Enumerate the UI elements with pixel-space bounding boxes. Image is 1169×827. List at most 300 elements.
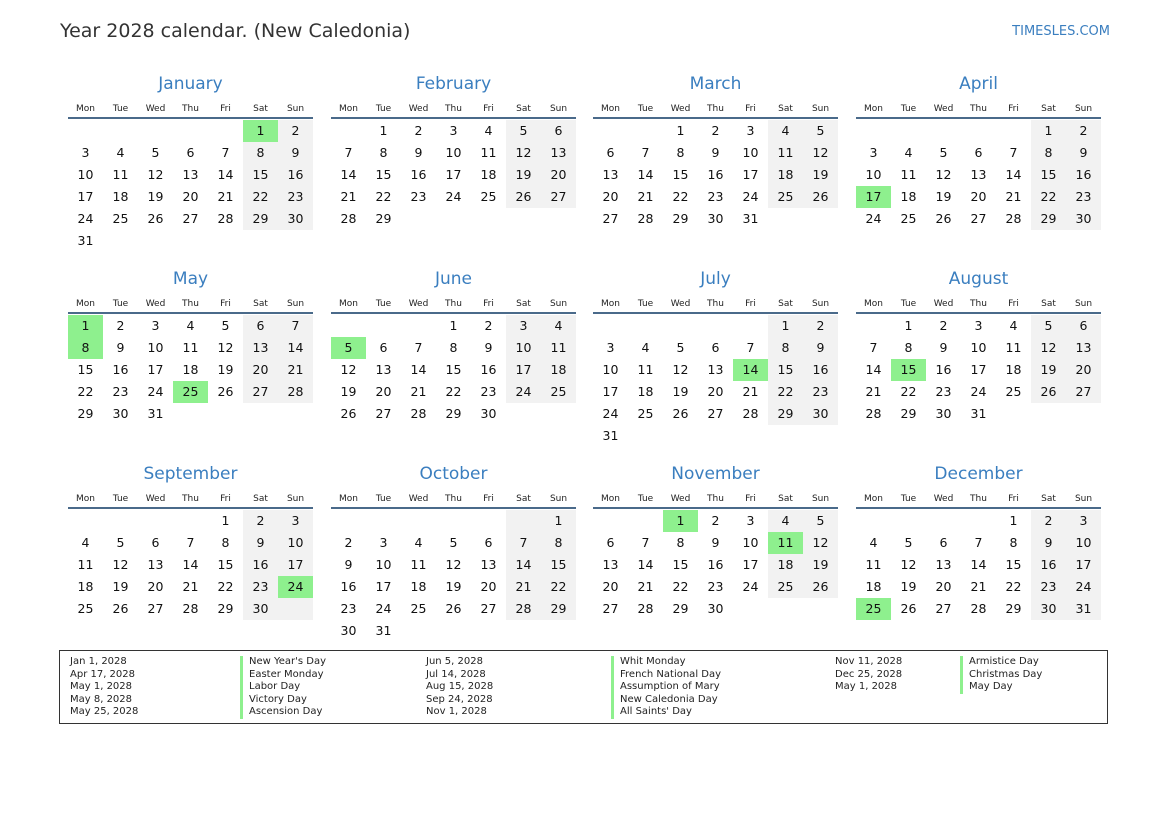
holiday-name: Whit Monday — [611, 656, 721, 669]
day-cell: 14 — [340, 167, 357, 182]
day-cell: 13 — [970, 167, 987, 182]
holiday-day-cell: 15 — [891, 359, 926, 381]
day-cell: 16 — [1031, 554, 1066, 576]
day-cell: 12 — [340, 362, 357, 377]
day-cell: 4 — [186, 318, 195, 333]
day-cell: 22 — [672, 189, 689, 204]
day-cell: 25 — [768, 576, 803, 598]
weekday-label: Tue — [637, 494, 654, 504]
day-cell: 15 — [1005, 557, 1022, 572]
month-name: July — [700, 269, 731, 289]
holiday-date: Jun 5, 2028 — [426, 656, 483, 667]
day-cell: 23 — [935, 384, 952, 399]
day-cell: 17 — [278, 554, 313, 576]
day-cell: 27 — [707, 406, 724, 421]
day-cell: 12 — [803, 532, 838, 554]
day-cell: 5 — [904, 535, 913, 550]
empty-cell — [278, 598, 313, 620]
holiday-day-cell: 25 — [856, 598, 891, 620]
day-cell: 20 — [147, 579, 164, 594]
day-cell: 13 — [602, 167, 619, 182]
day-cell: 25 — [410, 601, 427, 616]
day-cell: 18 — [541, 359, 576, 381]
day-cell: 18 — [480, 167, 497, 182]
day-cell: 4 — [484, 123, 493, 138]
day-cell: 1 — [541, 510, 576, 532]
day-cell: 29 — [768, 403, 803, 425]
weekday-label: Thu — [182, 494, 199, 504]
day-cell: 4 — [904, 145, 913, 160]
month-name: June — [434, 269, 473, 289]
weekday-label: Sat — [778, 299, 793, 309]
weekday-label: Sun — [811, 494, 830, 504]
month-april — [856, 72, 1101, 230]
day-cell: 6 — [606, 145, 615, 160]
day-cell: 27 — [602, 601, 619, 616]
day-cell: 25 — [637, 406, 654, 421]
weekday-label: Sat — [1041, 104, 1056, 114]
day-cell: 12 — [217, 340, 234, 355]
day-cell: 10 — [742, 145, 759, 160]
day-cell: 1 — [904, 318, 913, 333]
day-cell: 2 — [939, 318, 948, 333]
day-cell: 14 — [217, 167, 234, 182]
day-cell: 28 — [637, 601, 654, 616]
weekday-label: Wed — [145, 104, 166, 114]
empty-cell — [961, 120, 996, 142]
day-cell: 15 — [1031, 164, 1066, 186]
day-cell: 29 — [243, 208, 278, 230]
day-cell: 6 — [606, 535, 615, 550]
day-cell: 13 — [375, 362, 392, 377]
empty-cell — [628, 120, 663, 142]
day-cell: 30 — [707, 601, 724, 616]
day-cell: 19 — [340, 384, 357, 399]
day-cell: 30 — [340, 623, 357, 638]
weekday-label: Sun — [811, 299, 830, 309]
day-cell: 28 — [742, 406, 759, 421]
day-cell: 23 — [707, 189, 724, 204]
day-cell: 13 — [602, 557, 619, 572]
empty-cell — [68, 510, 103, 532]
day-cell: 21 — [278, 359, 313, 381]
month-march — [593, 72, 838, 230]
weekday-header — [856, 491, 1101, 509]
holiday-day-cell: 1 — [663, 510, 698, 532]
holiday-name: Ascension Day — [240, 706, 326, 719]
day-cell: 3 — [746, 123, 755, 138]
empty-cell — [173, 120, 208, 142]
day-cell: 4 — [641, 340, 650, 355]
day-cell: 16 — [278, 164, 313, 186]
weekday-label: Wed — [670, 104, 691, 114]
day-cell: 3 — [379, 535, 388, 550]
day-cell: 7 — [641, 535, 650, 550]
day-cell: 24 — [375, 601, 392, 616]
day-cell: 26 — [445, 601, 462, 616]
day-cell: 20 — [182, 189, 199, 204]
days-grid — [331, 315, 576, 425]
day-cell: 27 — [1066, 381, 1101, 403]
day-cell: 6 — [243, 315, 278, 337]
day-cell: 7 — [414, 340, 423, 355]
day-cell: 12 — [900, 557, 917, 572]
legend-names-column — [240, 656, 326, 719]
day-cell: 8 — [221, 535, 230, 550]
month-name: May — [172, 269, 209, 289]
day-cell: 7 — [278, 315, 313, 337]
day-cell: 24 — [602, 406, 619, 421]
day-cell: 14 — [637, 167, 654, 182]
day-cell: 26 — [340, 406, 357, 421]
day-cell: 5 — [449, 535, 458, 550]
day-cell: 20 — [480, 579, 497, 594]
day-cell: 28 — [970, 601, 987, 616]
days-grid — [331, 510, 576, 642]
day-cell: 15 — [375, 167, 392, 182]
day-cell: 3 — [869, 145, 878, 160]
day-cell: 25 — [480, 189, 497, 204]
day-cell: 13 — [935, 557, 952, 572]
day-cell: 8 — [676, 145, 685, 160]
days-grid — [68, 120, 313, 252]
day-cell: 22 — [1031, 186, 1066, 208]
day-cell: 28 — [637, 211, 654, 226]
weekday-label: Wed — [145, 299, 166, 309]
empty-cell — [593, 120, 628, 142]
weekday-label: Sun — [549, 494, 568, 504]
day-cell: 20 — [243, 359, 278, 381]
day-cell: 26 — [803, 186, 838, 208]
holiday-date: May 8, 2028 — [70, 693, 133, 705]
weekday-header — [68, 101, 313, 119]
day-cell: 3 — [81, 145, 90, 160]
day-cell: 7 — [344, 145, 353, 160]
weekday-label: Sun — [1074, 104, 1093, 114]
day-cell: 16 — [480, 362, 497, 377]
weekday-label: Wed — [670, 299, 691, 309]
empty-cell — [698, 425, 733, 447]
day-cell: 14 — [970, 557, 987, 572]
legend-dates-column — [70, 656, 138, 719]
empty-cell — [208, 403, 243, 425]
month-december — [856, 462, 1101, 620]
day-cell: 30 — [935, 406, 952, 421]
day-cell: 18 — [410, 579, 427, 594]
day-cell: 4 — [541, 315, 576, 337]
day-cell: 22 — [445, 384, 462, 399]
day-cell: 9 — [414, 145, 423, 160]
empty-cell — [803, 598, 838, 620]
empty-cell — [733, 425, 768, 447]
day-cell: 23 — [707, 579, 724, 594]
holiday-date: May 1, 2028 — [835, 681, 898, 693]
day-cell: 5 — [506, 120, 541, 142]
day-cell: 2 — [1066, 120, 1101, 142]
day-cell: 26 — [217, 384, 234, 399]
month-name: September — [143, 464, 238, 484]
day-cell: 24 — [506, 381, 541, 403]
empty-cell — [856, 315, 891, 337]
day-cell: 23 — [112, 384, 129, 399]
holiday-name: Easter Monday — [240, 669, 326, 682]
weekday-label: Sat — [1041, 494, 1056, 504]
holiday-name: All Saints' Day — [611, 706, 721, 719]
day-cell: 11 — [900, 167, 917, 182]
legend-names-column — [960, 656, 1042, 694]
day-cell: 28 — [865, 406, 882, 421]
holiday-day-cell: 5 — [331, 337, 366, 359]
weekday-header — [68, 491, 313, 509]
weekday-label: Thu — [445, 299, 462, 309]
day-cell: 19 — [112, 579, 129, 594]
day-cell: 9 — [1031, 532, 1066, 554]
weekday-label: Thu — [707, 494, 724, 504]
weekday-label: Sun — [811, 104, 830, 114]
empty-cell — [541, 620, 576, 642]
empty-cell — [926, 120, 961, 142]
day-cell: 27 — [541, 186, 576, 208]
weekday-label: Sun — [286, 299, 305, 309]
day-cell: 10 — [77, 167, 94, 182]
empty-cell — [103, 510, 138, 532]
day-cell: 15 — [541, 554, 576, 576]
day-cell: 29 — [217, 601, 234, 616]
day-cell: 22 — [375, 189, 392, 204]
day-cell: 20 — [1066, 359, 1101, 381]
day-cell: 8 — [379, 145, 388, 160]
empty-cell — [208, 230, 243, 252]
holiday-date: May 1, 2028 — [70, 681, 133, 693]
day-cell: 3 — [606, 340, 615, 355]
day-cell: 31 — [375, 623, 392, 638]
day-cell: 5 — [676, 340, 685, 355]
day-cell: 9 — [939, 340, 948, 355]
month-january — [68, 72, 313, 252]
day-cell: 23 — [278, 186, 313, 208]
empty-cell — [1031, 403, 1066, 425]
day-cell: 6 — [186, 145, 195, 160]
day-cell: 30 — [243, 598, 278, 620]
weekday-header — [593, 101, 838, 119]
day-cell: 6 — [151, 535, 160, 550]
day-cell: 26 — [147, 211, 164, 226]
weekday-label: Tue — [900, 299, 917, 309]
brand-link[interactable]: TIMESLES.COM — [1012, 24, 1110, 39]
weekday-label: Thu — [707, 299, 724, 309]
day-cell: 18 — [768, 554, 803, 576]
day-cell: 9 — [278, 142, 313, 164]
empty-cell — [541, 403, 576, 425]
day-cell: 25 — [900, 211, 917, 226]
day-cell: 24 — [742, 579, 759, 594]
day-cell: 5 — [221, 318, 230, 333]
holiday-date: Nov 1, 2028 — [426, 706, 487, 718]
day-cell: 7 — [641, 145, 650, 160]
days-grid — [856, 120, 1101, 230]
weekday-label: Wed — [408, 494, 429, 504]
holiday-day-cell: 24 — [278, 576, 313, 598]
day-cell: 11 — [410, 557, 427, 572]
day-cell: 19 — [1031, 359, 1066, 381]
day-cell: 2 — [711, 513, 720, 528]
empty-cell — [401, 315, 436, 337]
day-cell: 27 — [243, 381, 278, 403]
day-cell: 21 — [742, 384, 759, 399]
day-cell: 22 — [1005, 579, 1022, 594]
empty-cell — [891, 510, 926, 532]
days-grid — [856, 315, 1101, 425]
day-cell: 20 — [602, 579, 619, 594]
day-cell: 22 — [672, 579, 689, 594]
weekday-label: Tue — [112, 104, 129, 114]
month-name: December — [934, 464, 1023, 484]
holiday-day-cell: 14 — [733, 359, 768, 381]
weekday-header — [593, 296, 838, 314]
day-cell: 5 — [803, 120, 838, 142]
day-cell: 26 — [935, 211, 952, 226]
day-cell: 31 — [147, 406, 164, 421]
day-cell: 10 — [865, 167, 882, 182]
day-cell: 17 — [445, 167, 462, 182]
days-grid — [593, 120, 838, 230]
day-cell: 30 — [480, 406, 497, 421]
weekday-label: Sun — [286, 494, 305, 504]
day-cell: 20 — [541, 164, 576, 186]
day-cell: 29 — [672, 601, 689, 616]
empty-cell — [1066, 403, 1101, 425]
weekday-label: Fri — [745, 104, 756, 114]
day-cell: 3 — [151, 318, 160, 333]
weekday-label: Fri — [220, 299, 231, 309]
weekday-label: Thu — [182, 299, 199, 309]
day-cell: 16 — [803, 359, 838, 381]
weekday-label: Fri — [220, 494, 231, 504]
holiday-name: French National Day — [611, 669, 721, 682]
day-cell: 22 — [217, 579, 234, 594]
day-cell: 29 — [1005, 601, 1022, 616]
day-cell: 23 — [340, 601, 357, 616]
day-cell: 13 — [182, 167, 199, 182]
weekday-label: Tue — [112, 494, 129, 504]
empty-cell — [628, 315, 663, 337]
days-grid — [593, 510, 838, 620]
weekday-label: Tue — [900, 494, 917, 504]
month-name: March — [689, 74, 742, 94]
weekday-label: Fri — [1008, 104, 1019, 114]
weekday-label: Tue — [375, 104, 392, 114]
day-cell: 28 — [278, 381, 313, 403]
empty-cell — [471, 208, 506, 230]
day-cell: 13 — [147, 557, 164, 572]
month-name: August — [948, 269, 1009, 289]
weekday-label: Wed — [933, 299, 954, 309]
day-cell: 29 — [1031, 208, 1066, 230]
day-cell: 14 — [1005, 167, 1022, 182]
day-cell: 29 — [445, 406, 462, 421]
day-cell: 10 — [1066, 532, 1101, 554]
day-cell: 16 — [410, 167, 427, 182]
weekday-label: Sat — [516, 104, 531, 114]
day-cell: 24 — [970, 384, 987, 399]
day-cell: 12 — [147, 167, 164, 182]
day-cell: 19 — [803, 164, 838, 186]
day-cell: 23 — [480, 384, 497, 399]
day-cell: 7 — [746, 340, 755, 355]
day-cell: 21 — [217, 189, 234, 204]
day-cell: 2 — [803, 315, 838, 337]
day-cell: 22 — [77, 384, 94, 399]
holiday-name: May Day — [960, 681, 1042, 694]
empty-cell — [173, 403, 208, 425]
weekday-label: Mon — [339, 494, 358, 504]
day-cell: 11 — [637, 362, 654, 377]
day-cell: 28 — [217, 211, 234, 226]
weekday-label: Wed — [408, 104, 429, 114]
day-cell: 17 — [742, 167, 759, 182]
day-cell: 7 — [506, 532, 541, 554]
empty-cell — [243, 403, 278, 425]
day-cell: 20 — [602, 189, 619, 204]
day-cell: 4 — [1009, 318, 1018, 333]
weekday-label: Sat — [778, 104, 793, 114]
day-cell: 28 — [182, 601, 199, 616]
day-cell: 4 — [414, 535, 423, 550]
day-cell: 27 — [935, 601, 952, 616]
day-cell: 19 — [935, 189, 952, 204]
day-cell: 9 — [711, 535, 720, 550]
day-cell: 9 — [803, 337, 838, 359]
empty-cell — [138, 510, 173, 532]
day-cell: 18 — [112, 189, 129, 204]
empty-cell — [436, 510, 471, 532]
day-cell: 24 — [1066, 576, 1101, 598]
day-cell: 8 — [1031, 142, 1066, 164]
day-cell: 27 — [602, 211, 619, 226]
day-cell: 10 — [445, 145, 462, 160]
empty-cell — [628, 425, 663, 447]
day-cell: 21 — [970, 579, 987, 594]
day-cell: 18 — [1005, 362, 1022, 377]
day-cell: 18 — [637, 384, 654, 399]
weekday-label: Thu — [445, 104, 462, 114]
day-cell: 10 — [742, 535, 759, 550]
day-cell: 15 — [672, 167, 689, 182]
day-cell: 5 — [939, 145, 948, 160]
day-cell: 21 — [637, 189, 654, 204]
day-cell: 22 — [900, 384, 917, 399]
day-cell: 18 — [865, 579, 882, 594]
empty-cell — [138, 120, 173, 142]
empty-cell — [401, 208, 436, 230]
day-cell: 7 — [1009, 145, 1018, 160]
holiday-day-cell: 11 — [768, 532, 803, 554]
weekday-label: Sun — [1074, 299, 1093, 309]
day-cell: 27 — [480, 601, 497, 616]
weekday-header — [593, 491, 838, 509]
weekday-label: Thu — [970, 494, 987, 504]
day-cell: 8 — [449, 340, 458, 355]
weekday-label: Thu — [182, 104, 199, 114]
day-cell: 24 — [445, 189, 462, 204]
holiday-date: Aug 15, 2028 — [426, 681, 494, 693]
day-cell: 4 — [768, 510, 803, 532]
empty-cell — [768, 208, 803, 230]
empty-cell — [366, 315, 401, 337]
day-cell: 17 — [147, 362, 164, 377]
day-cell: 25 — [1005, 384, 1022, 399]
month-name: January — [158, 74, 223, 94]
